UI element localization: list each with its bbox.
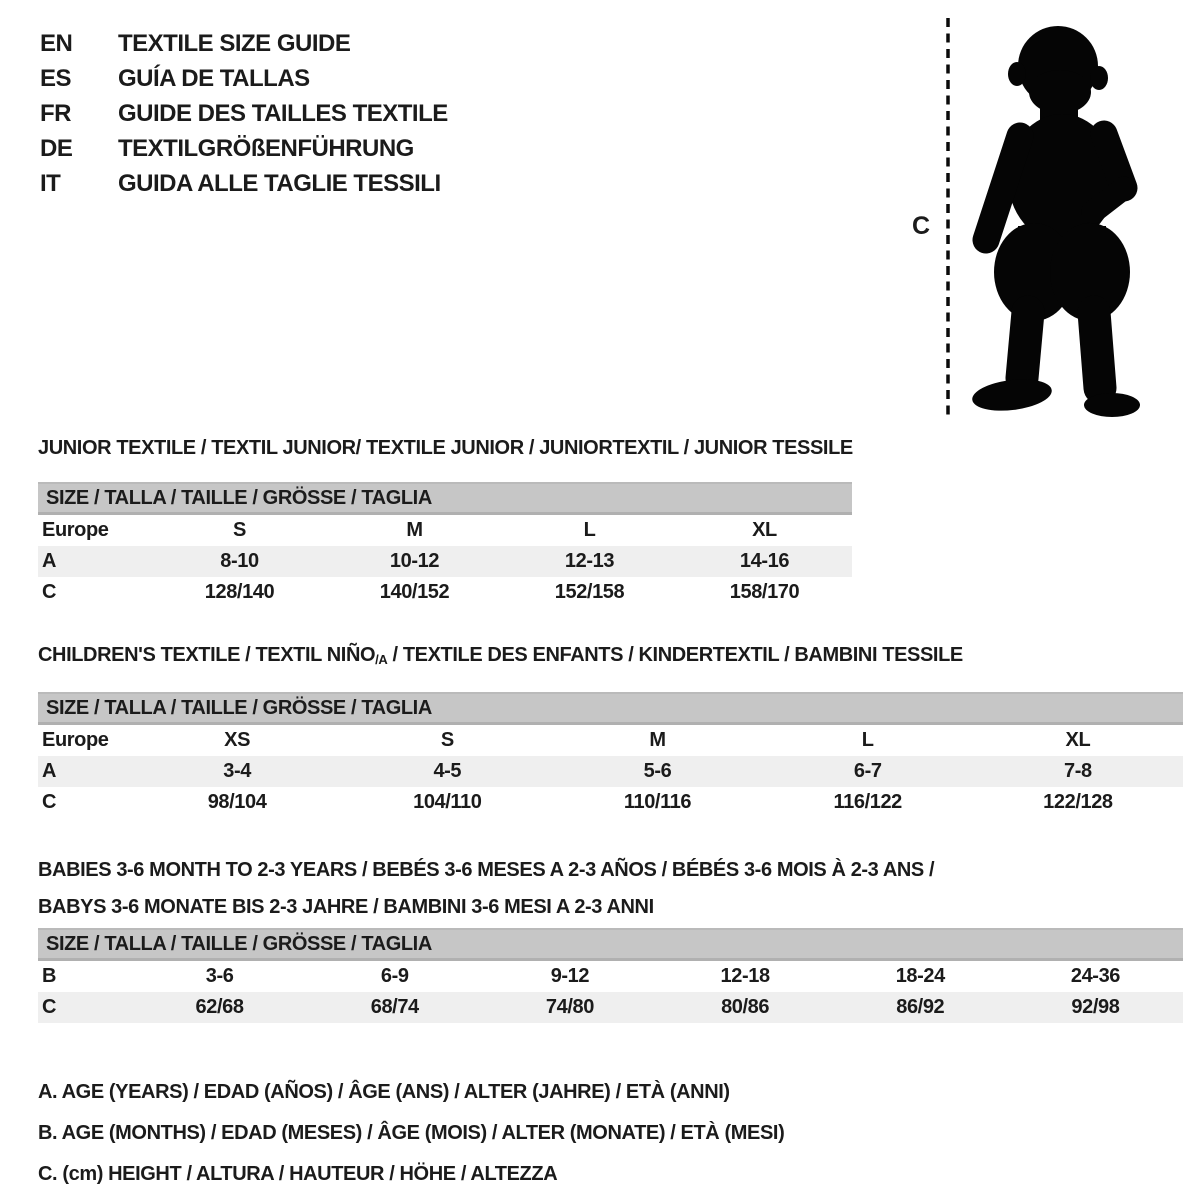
table-cell: 9-12	[550, 965, 590, 987]
language-code: ES	[40, 65, 72, 92]
table-cell: 80/86	[721, 996, 770, 1018]
table-cell: 3-6	[205, 965, 234, 987]
table-cell: 86/92	[896, 996, 945, 1018]
table-row	[38, 577, 852, 608]
size-table-body	[38, 961, 1183, 1023]
language-row	[40, 166, 448, 201]
table-cell: 5-6	[643, 760, 672, 782]
title-text: /A	[375, 652, 388, 667]
section-title-line	[38, 436, 852, 460]
table-cell: 152/158	[554, 581, 625, 603]
table-cell: 98/104	[207, 791, 267, 813]
language-row	[40, 26, 448, 61]
table-cell: 7-8	[1064, 760, 1092, 782]
section-title-line	[38, 889, 1183, 926]
toddler-silhouette-icon	[966, 16, 1156, 420]
table-cell: 4-5	[433, 760, 462, 782]
language-row	[40, 96, 448, 131]
measure-c-label: C	[912, 212, 930, 240]
table-cell: 6-9	[380, 965, 409, 987]
table-cell: 158/170	[729, 581, 800, 603]
table-cell: 8-10	[220, 550, 259, 572]
table-cell: 128/140	[204, 581, 275, 603]
language-title: GUIDE DES TAILLES TEXTILE	[118, 100, 448, 127]
size-header-bar: SIZE / TALLA / TAILLE / GRÖSSE / TAGLIA	[38, 928, 1183, 961]
section-junior	[38, 436, 852, 608]
table-cell: 122/128	[1043, 791, 1113, 813]
title-text: CHILDREN'S TEXTILE / TEXTIL NIÑO	[38, 644, 376, 666]
measurement-legend	[38, 1072, 784, 1195]
table-row	[38, 546, 852, 577]
table-cell: 18-24	[895, 965, 945, 987]
language-list	[40, 26, 448, 201]
table-cell: 92/98	[1071, 996, 1120, 1018]
legend-line: C. (cm) HEIGHT / ALTURA / HAUTEUR / HÖHE / ALTEZZA	[38, 1163, 558, 1185]
section-title-line	[38, 643, 1183, 669]
table-cell: L	[583, 519, 596, 541]
table-row	[38, 725, 1183, 756]
section-children	[38, 643, 1183, 818]
table-cell: 74/80	[545, 996, 594, 1018]
table-cell: 140/152	[379, 581, 450, 603]
row-label: C	[42, 791, 57, 813]
language-code: EN	[40, 30, 73, 57]
table-cell: XL	[1065, 729, 1091, 751]
row-label: A	[42, 550, 57, 572]
table-row	[38, 992, 1183, 1023]
row-label: C	[42, 581, 57, 603]
title-text: / TEXTILE DES ENFANTS / KINDERTEXTIL / BAMBINI TESSILE	[387, 644, 963, 666]
table-cell: XS	[224, 729, 251, 751]
table-cell: 14-16	[739, 550, 790, 572]
table-cell: L	[861, 729, 874, 751]
language-code: IT	[40, 170, 61, 197]
table-cell: S	[233, 519, 246, 541]
row-label: B	[42, 965, 57, 987]
height-measure-dashed-line	[944, 18, 952, 418]
row-label: A	[42, 760, 57, 782]
table-row	[38, 515, 852, 546]
table-cell: 3-4	[223, 760, 251, 782]
table-row	[38, 787, 1183, 818]
table-cell: 104/110	[413, 791, 482, 813]
table-cell: XL	[752, 519, 777, 541]
table-cell: M	[406, 519, 423, 541]
section-title	[38, 852, 1183, 926]
size-table-body	[38, 515, 852, 608]
table-cell: 116/122	[833, 791, 902, 813]
title-text: BABYS 3-6 MONATE BIS 2-3 JAHRE / BAMBINI 3-6 MESI A 2-3 ANNI	[38, 896, 654, 918]
language-title: GUIDA ALLE TAGLIE TESSILI	[118, 170, 441, 197]
language-title: TEXTILGRÖßENFÜHRUNG	[118, 135, 414, 162]
language-code: DE	[40, 135, 73, 162]
language-row	[40, 131, 448, 166]
legend-line: A. AGE (YEARS) / EDAD (AÑOS) / ÂGE (ANS) / ALTER (JAHRE) / ETÀ (ANNI)	[38, 1081, 730, 1103]
table-cell: 68/74	[370, 996, 419, 1018]
language-title: GUÍA DE TALLAS	[118, 65, 310, 92]
table-cell: 12-13	[564, 550, 615, 572]
size-header-bar: SIZE / TALLA / TAILLE / GRÖSSE / TAGLIA	[38, 692, 1183, 725]
language-code: FR	[40, 100, 71, 127]
section-babies	[38, 852, 1183, 1023]
table-cell: 6-7	[853, 760, 882, 782]
title-text: BABIES 3-6 MONTH TO 2-3 YEARS / BEBÉS 3-6 MESES A 2-3 AÑOS / BÉBÉS 3-6 MOIS À 2-3 ANS /	[38, 859, 935, 881]
size-header-bar: SIZE / TALLA / TAILLE / GRÖSSE / TAGLIA	[38, 482, 852, 515]
row-label: Europe	[42, 729, 109, 751]
row-label: C	[42, 996, 57, 1018]
section-title-line	[38, 852, 1183, 889]
table-cell: 62/68	[195, 996, 244, 1018]
size-table-body	[38, 725, 1183, 818]
table-cell: M	[649, 729, 666, 751]
table-row	[38, 961, 1183, 992]
table-cell: 24-36	[1070, 965, 1121, 987]
table-cell: 110/116	[623, 791, 692, 813]
table-row	[38, 756, 1183, 787]
section-title	[38, 643, 1183, 669]
section-title	[38, 436, 852, 460]
title-text: JUNIOR TEXTILE / TEXTIL JUNIOR/ TEXTILE JUNIOR / JUNIORTEXTIL / JUNIOR TESSILE	[38, 437, 853, 459]
table-cell: 12-18	[720, 965, 770, 987]
table-cell: 10-12	[389, 550, 440, 572]
table-cell: S	[440, 729, 454, 751]
language-title: TEXTILE SIZE GUIDE	[118, 30, 351, 57]
language-row	[40, 61, 448, 96]
row-label: Europe	[42, 519, 109, 541]
legend-line: B. AGE (MONTHS) / EDAD (MESES) / ÂGE (MOIS) / ALTER (MONATE) / ETÀ (MESI)	[38, 1122, 785, 1144]
